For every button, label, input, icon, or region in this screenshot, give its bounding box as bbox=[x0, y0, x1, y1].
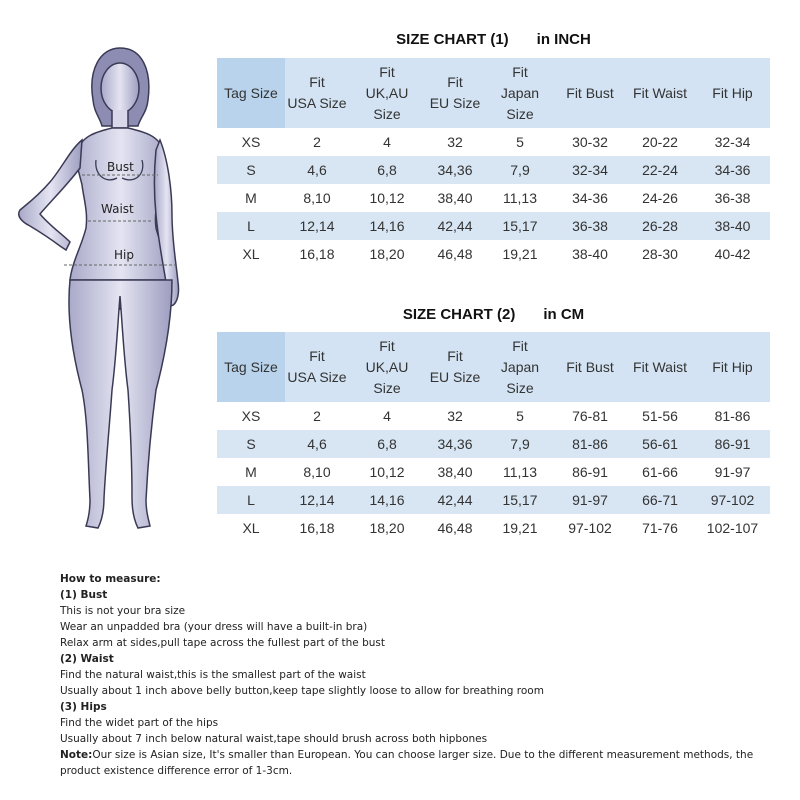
table-cell: 32 bbox=[447, 134, 463, 150]
table-cell: 16,18 bbox=[299, 520, 335, 536]
table-cell: 19,21 bbox=[502, 520, 538, 536]
column-header: Fit USA Size bbox=[285, 332, 349, 402]
table-cell: 24-26 bbox=[642, 190, 678, 206]
table-row bbox=[217, 430, 770, 458]
column-header: Fit UK,AU Size bbox=[349, 58, 425, 128]
table-row bbox=[217, 514, 770, 542]
bust-label: Bust bbox=[107, 160, 134, 174]
table-cell: 4 bbox=[383, 408, 391, 424]
table-cell: 34-36 bbox=[572, 190, 608, 206]
tag-size-cell: L bbox=[217, 212, 285, 240]
size-chart-inch-table bbox=[217, 58, 770, 268]
table-cell: 2 bbox=[313, 134, 321, 150]
table-cell: 2 bbox=[313, 408, 321, 424]
column-header: Fit Waist bbox=[625, 58, 695, 128]
table-row bbox=[217, 240, 770, 268]
measure-section-title: (2) Waist bbox=[60, 653, 114, 665]
table-cell: 81-86 bbox=[714, 408, 751, 424]
table-cell: 46,48 bbox=[437, 520, 473, 536]
table-cell: 34-36 bbox=[695, 156, 770, 184]
table-cell: 15,17 bbox=[485, 486, 555, 514]
table-cell: 40-42 bbox=[714, 246, 751, 262]
measure-instruction-line: Wear an unpadded bra (your dress will have a built-in bra) bbox=[60, 621, 368, 633]
table-cell: 8,10 bbox=[303, 464, 331, 480]
table-row bbox=[217, 486, 770, 514]
table-cell: 102-107 bbox=[706, 520, 759, 536]
size-chart-1-title bbox=[217, 31, 770, 48]
table-row bbox=[217, 402, 770, 430]
table-cell: 22-24 bbox=[625, 156, 695, 184]
size-chart-1-name: SIZE CHART (1) bbox=[396, 31, 509, 48]
column-header: Fit Hip bbox=[695, 58, 770, 128]
measure-instruction-line: Find the widet part of the hips bbox=[60, 717, 219, 729]
table-cell: 86-91 bbox=[572, 464, 608, 480]
table-cell: 10,12 bbox=[369, 190, 405, 206]
table-cell: 42,44 bbox=[425, 212, 485, 240]
table-cell: 20-22 bbox=[642, 134, 678, 150]
measure-instruction-line: Usually about 1 inch above belly button,keep tape slightly loose to allow for breathing room bbox=[60, 685, 544, 697]
table-cell: 18,20 bbox=[369, 520, 405, 536]
measure-section-title: (3) Hips bbox=[60, 701, 107, 713]
measure-section-title: (1) Bust bbox=[60, 589, 108, 601]
table-cell: 16,18 bbox=[299, 246, 335, 262]
table-cell: 11,13 bbox=[503, 464, 537, 480]
tag-size-cell: M bbox=[245, 190, 257, 206]
column-header: Fit USA Size bbox=[285, 58, 349, 128]
table-row bbox=[217, 212, 770, 240]
table-cell: 30-32 bbox=[572, 134, 608, 150]
table-cell: 71-76 bbox=[642, 520, 678, 536]
table-cell: 6,8 bbox=[349, 430, 425, 458]
how-to-measure-section bbox=[60, 571, 760, 779]
note-label: Note: bbox=[60, 749, 93, 761]
table-cell: 8,10 bbox=[303, 190, 331, 206]
size-chart-2-unit: in CM bbox=[543, 306, 585, 323]
tag-size-cell: XS bbox=[241, 134, 261, 150]
column-header: Fit Bust bbox=[555, 58, 625, 128]
measure-instruction-line: Find the natural waist,this is the smallest part of the waist bbox=[60, 669, 366, 681]
table-cell: 5 bbox=[516, 134, 524, 150]
table-cell: 91-97 bbox=[714, 464, 751, 480]
tag-size-cell: M bbox=[245, 464, 257, 480]
table-cell: 86-91 bbox=[695, 430, 770, 458]
tag-size-cell: L bbox=[217, 486, 285, 514]
table-cell: 19,21 bbox=[502, 246, 538, 262]
measure-instruction-line: Relax arm at sides,pull tape across the fullest part of the bust bbox=[60, 637, 385, 649]
table-cell: 7,9 bbox=[485, 430, 555, 458]
size-chart-2-name: SIZE CHART (2) bbox=[402, 306, 516, 323]
table-cell: 12,14 bbox=[285, 486, 349, 514]
size-chart-cm-table bbox=[217, 332, 770, 542]
table-cell: 32-34 bbox=[555, 156, 625, 184]
table-row bbox=[217, 458, 770, 486]
table-cell: 4,6 bbox=[285, 156, 349, 184]
table-cell: 14,16 bbox=[349, 212, 425, 240]
table-cell: 11,13 bbox=[503, 190, 537, 206]
column-header: Fit Hip bbox=[695, 332, 770, 402]
waist-label: Waist bbox=[101, 202, 134, 216]
table-cell: 18,20 bbox=[369, 246, 405, 262]
size-chart-2-title bbox=[217, 306, 770, 323]
table-cell: 66-71 bbox=[625, 486, 695, 514]
measure-instruction-line: Usually about 7 inch below natural waist,tape should brush across both hipbones bbox=[60, 733, 488, 745]
table-cell: 32 bbox=[447, 408, 463, 424]
note-text: Our size is Asian size, It's smaller than European. You can choose larger size. Due to the different measurement methods, the product existence difference error of 1-3cm. bbox=[60, 749, 754, 777]
table-cell: 36-38 bbox=[714, 190, 751, 206]
table-cell: 38-40 bbox=[572, 246, 608, 262]
hip-label: Hip bbox=[114, 248, 134, 262]
tag-size-cell: S bbox=[217, 430, 285, 458]
table-cell: 15,17 bbox=[485, 212, 555, 240]
column-header: Fit EU Size bbox=[425, 332, 485, 402]
tag-size-cell: XS bbox=[241, 408, 261, 424]
table-cell: 32-34 bbox=[714, 134, 751, 150]
table-cell: 34,36 bbox=[425, 156, 485, 184]
table-cell: 81-86 bbox=[555, 430, 625, 458]
table-cell: 38-40 bbox=[695, 212, 770, 240]
tag-size-cell: XL bbox=[242, 246, 260, 262]
table-row bbox=[217, 184, 770, 212]
table-row bbox=[217, 128, 770, 156]
table-cell: 97-102 bbox=[695, 486, 770, 514]
table-cell: 7,9 bbox=[485, 156, 555, 184]
table-cell: 34,36 bbox=[425, 430, 485, 458]
table-cell: 10,12 bbox=[369, 464, 405, 480]
table-cell: 5 bbox=[516, 408, 524, 424]
column-header: Tag Size bbox=[217, 58, 285, 128]
table-cell: 97-102 bbox=[568, 520, 612, 536]
size-chart-1-unit: in INCH bbox=[536, 31, 591, 48]
measure-instruction-line: This is not your bra size bbox=[60, 605, 186, 617]
table-cell: 76-81 bbox=[572, 408, 608, 424]
column-header: Fit Japan Size bbox=[485, 58, 555, 128]
table-cell: 28-30 bbox=[642, 246, 678, 262]
how-to-measure-heading: How to measure: bbox=[60, 573, 161, 585]
table-cell: 12,14 bbox=[285, 212, 349, 240]
table-row bbox=[217, 156, 770, 184]
table-cell: 6,8 bbox=[349, 156, 425, 184]
table-cell: 51-56 bbox=[642, 408, 678, 424]
table-cell: 46,48 bbox=[437, 246, 473, 262]
table-cell: 38,40 bbox=[437, 464, 473, 480]
table-cell: 38,40 bbox=[437, 190, 473, 206]
note-paragraph bbox=[60, 747, 760, 779]
column-header: Fit Waist bbox=[625, 332, 695, 402]
table-cell: 4,6 bbox=[285, 430, 349, 458]
table-cell: 4 bbox=[383, 134, 391, 150]
tag-size-cell: S bbox=[217, 156, 285, 184]
table-cell: 61-66 bbox=[642, 464, 678, 480]
body-measurement-figure bbox=[0, 40, 215, 540]
table-cell: 14,16 bbox=[349, 486, 425, 514]
column-header: Fit Bust bbox=[555, 332, 625, 402]
table-cell: 56-61 bbox=[625, 430, 695, 458]
column-header: Fit EU Size bbox=[425, 58, 485, 128]
table-cell: 91-97 bbox=[555, 486, 625, 514]
table-cell: 36-38 bbox=[555, 212, 625, 240]
table-cell: 42,44 bbox=[425, 486, 485, 514]
column-header: Tag Size bbox=[217, 332, 285, 402]
tag-size-cell: XL bbox=[242, 520, 260, 536]
column-header: Fit UK,AU Size bbox=[349, 332, 425, 402]
table-cell: 26-28 bbox=[625, 212, 695, 240]
column-header: Fit Japan Size bbox=[485, 332, 555, 402]
